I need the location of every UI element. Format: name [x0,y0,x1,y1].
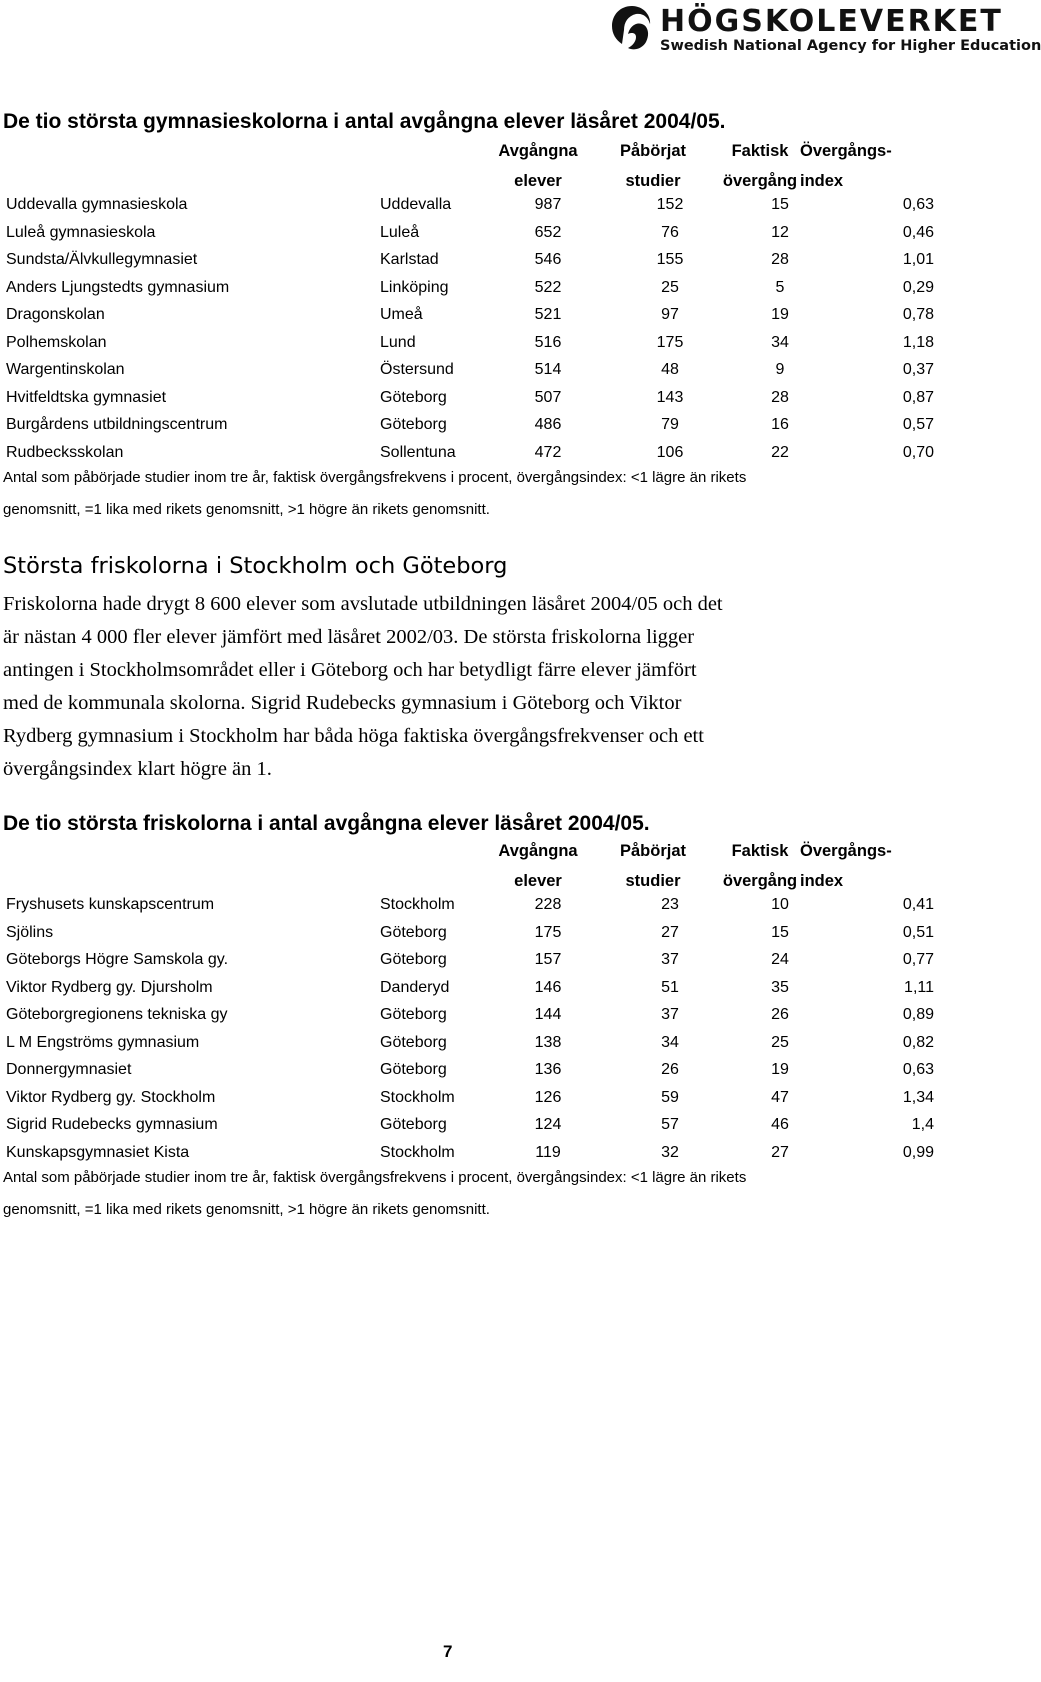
started-cell: 25 [661,278,679,296]
header-transition-2: övergång [722,172,798,190]
started-cell: 79 [661,416,679,433]
index-cell: 0,57 [902,416,934,433]
transition-cell: 15 [771,196,789,213]
index-cell: 1,01 [902,251,934,268]
transition-cell: 15 [771,923,789,941]
started-cell: 155 [656,251,684,268]
table-row [0,334,960,362]
school-cell: Göteborgregionens tekniska gy [6,1006,228,1023]
index-cell: 0,99 [902,1143,934,1161]
city-cell: Göteborg [380,1116,447,1133]
index-cell: 0,37 [902,361,934,378]
graduates-cell: 522 [534,278,562,296]
started-cell: 175 [656,333,684,351]
city-cell: Göteborg [380,923,447,941]
city-cell: Stockholm [380,1088,455,1106]
table-row [0,979,960,1007]
index-cell: 0,77 [902,951,934,968]
school-cell: Polhemskolan [6,333,107,351]
index-cell: 1,4 [911,1116,934,1133]
graduates-cell: 486 [534,416,562,433]
header-started: Påbörjat [619,842,687,860]
header-transition-2: övergång [722,872,798,890]
transition-cell: 19 [771,1061,789,1078]
school-cell: Sigrid Rudebecks gymnasium [6,1116,218,1133]
city-cell: Göteborg [380,388,447,406]
section-heading: Största friskolorna i Stockholm och Göteborg [3,553,508,579]
transition-cell: 35 [771,978,789,996]
table2-note-line2: genomsnitt, =1 lika med rikets genomsnitt, >1 högre än rikets genomsnitt. [3,1201,490,1218]
table-row [0,251,960,279]
school-cell: Luleå gymnasieskola [6,223,156,241]
index-cell: 0,89 [902,1006,934,1023]
table-row [0,924,960,952]
graduates-cell: 146 [534,978,562,996]
school-cell: Wargentinskolan [6,361,125,378]
graduates-cell: 987 [534,196,562,213]
started-cell: 152 [656,196,684,213]
transition-cell: 28 [771,388,789,406]
started-cell: 76 [661,223,679,241]
logo-wordmark: HÖGSKOLEVERKET [660,4,1003,39]
index-cell: 0,87 [902,388,934,406]
transition-cell: 9 [775,361,785,378]
header-index-2: index [800,872,844,890]
graduates-cell: 157 [534,951,562,968]
city-cell: Linköping [380,278,449,296]
table1-note-line2: genomsnitt, =1 lika med rikets genomsnitt, >1 högre än rikets genomsnitt. [3,501,490,518]
table-row [0,896,960,924]
started-cell: 26 [661,1061,679,1078]
table-row [0,361,960,389]
graduates-cell: 126 [534,1088,562,1106]
started-cell: 32 [661,1143,679,1161]
started-cell: 51 [661,978,679,996]
city-cell: Göteborg [380,951,447,968]
school-cell: Göteborgs Högre Samskola gy. [6,951,229,968]
index-cell: 0,51 [902,923,934,941]
header-transition: Faktisk [731,842,789,860]
index-cell: 1,18 [902,333,934,351]
graduates-cell: 507 [534,388,562,406]
started-cell: 37 [661,951,679,968]
index-cell: 0,63 [902,196,934,213]
school-cell: Viktor Rydberg gy. Stockholm [6,1088,216,1106]
started-cell: 97 [661,306,679,323]
school-cell: Anders Ljungstedts gymnasium [6,278,230,296]
transition-cell: 10 [771,896,789,913]
school-cell: Sundsta/Älvkullegymnasiet [6,251,198,268]
school-cell: Donnergymnasiet [6,1061,132,1078]
index-cell: 0,82 [902,1033,934,1051]
table-row [0,196,960,224]
transition-cell: 46 [771,1116,789,1133]
city-cell: Sollentuna [380,443,456,461]
graduates-cell: 516 [534,333,562,351]
header-graduates-2: elever [514,172,562,190]
logo-subtitle: Swedish National Agency for Higher Education [660,38,1041,54]
header-graduates: Avgångna [498,142,578,160]
transition-cell: 16 [771,416,789,433]
school-cell: Kunskapsgymnasiet Kista [6,1143,190,1161]
transition-cell: 34 [771,333,789,351]
started-cell: 57 [661,1116,679,1133]
graduates-cell: 119 [535,1143,561,1161]
table-row [0,1116,960,1144]
paragraph-line: med de kommunala skolorna. Sigrid Rudebecks gymnasium i Göteborg och Viktor [3,692,682,714]
city-cell: Danderyd [380,978,450,996]
city-cell: Göteborg [380,416,447,433]
transition-cell: 28 [771,251,789,268]
graduates-cell: 514 [534,361,562,378]
header-started: Påbörjat [619,142,687,160]
school-cell: Rudbecksskolan [6,443,124,461]
header-graduates: Avgångna [498,842,578,860]
header-index: Övergångs- [800,842,892,860]
table2-title: De tio största friskolorna i antal avgångna elever läsåret 2004/05. [3,812,650,835]
table2-note-line1: Antal som påbörjade studier inom tre år, faktisk övergångsfrekvens i procent, övergångsindex: <1 lägre än rikets [3,1169,747,1186]
city-cell: Stockholm [380,896,455,913]
paragraph-line: Friskolorna hade drygt 8 600 elever som avslutade utbildningen läsåret 2004/05 och det [3,593,723,615]
school-cell: Hvitfeldtska gymnasiet [6,388,167,406]
graduates-cell: 175 [534,923,562,941]
graduates-cell: 546 [534,251,562,268]
table2-note [3,1162,746,1226]
table1-title: De tio största gymnasieskolorna i antal avgångna elever läsåret 2004/05. [3,110,726,133]
transition-cell: 19 [771,306,789,323]
header-started-2: studier [625,872,681,890]
started-cell: 143 [656,388,684,406]
graduates-cell: 144 [534,1006,562,1023]
index-cell: 0,70 [902,443,934,461]
started-cell: 48 [661,361,679,378]
table-row [0,224,960,252]
graduates-cell: 652 [534,223,562,241]
graduates-cell: 521 [534,306,562,323]
index-cell: 0,46 [902,223,934,241]
table-row [0,1061,960,1089]
city-cell: Göteborg [380,1006,447,1023]
index-cell: 0,29 [902,278,934,296]
started-cell: 59 [661,1088,679,1106]
table1-note-line1: Antal som påbörjade studier inom tre år, faktisk övergångsfrekvens i procent, övergångsindex: <1 lägre än rikets [3,469,747,486]
city-cell: Karlstad [380,251,439,268]
city-cell: Stockholm [380,1143,455,1161]
table-row [0,1006,960,1034]
table1-note [3,462,746,526]
started-cell: 27 [661,923,679,941]
table-row [0,279,960,307]
school-cell: Viktor Rydberg gy. Djursholm [6,978,213,996]
table-row [0,416,960,444]
started-cell: 23 [661,896,679,913]
school-cell: Fryshusets kunskapscentrum [6,896,215,913]
index-cell: 0,63 [902,1061,934,1078]
city-cell: Göteborg [380,1061,447,1078]
city-cell: Göteborg [380,1033,447,1051]
graduates-cell: 228 [534,896,562,913]
paragraph-line: antingen i Stockholmsområdet eller i Göteborg och har betydligt färre elever jämfört [3,659,697,681]
city-cell: Lund [380,333,416,351]
transition-cell: 26 [771,1006,789,1023]
header-index-2: index [800,172,844,190]
header-graduates-2: elever [514,872,562,890]
school-cell: Burgårdens utbildningscentrum [6,416,228,433]
section-paragraph [3,588,903,786]
transition-cell: 5 [775,278,785,296]
header-transition: Faktisk [731,142,789,160]
school-cell: L M Engströms gymnasium [6,1033,200,1051]
graduates-cell: 472 [534,443,562,461]
index-cell: 1,34 [902,1088,934,1106]
table-row [0,1034,960,1062]
agency-emblem-icon [610,4,654,52]
transition-cell: 25 [771,1033,789,1051]
city-cell: Umeå [380,306,423,323]
school-cell: Sjölins [6,923,54,941]
graduates-cell: 138 [534,1033,562,1051]
table-row [0,1089,960,1117]
paragraph-line: övergångsindex klart högre än 1. [3,758,272,780]
page-number: 7 [443,1642,453,1661]
table-row [0,389,960,417]
table-row [0,306,960,334]
city-cell: Östersund [380,361,454,378]
school-cell: Dragonskolan [6,306,105,323]
paragraph-line: är nästan 4 000 fler elever jämfört med läsåret 2002/03. De största friskolorna ligger [3,626,695,648]
table-row [0,951,960,979]
index-cell: 1,11 [904,978,934,996]
started-cell: 37 [661,1006,679,1023]
started-cell: 106 [656,443,684,461]
transition-cell: 24 [771,951,789,968]
paragraph-line: Rydberg gymnasium i Stockholm har båda höga faktiska övergångsfrekvenser och ett [3,725,704,747]
transition-cell: 27 [771,1143,789,1161]
graduates-cell: 136 [534,1061,562,1078]
city-cell: Luleå [380,223,420,241]
index-cell: 0,78 [902,306,934,323]
started-cell: 34 [661,1033,679,1051]
school-cell: Uddevalla gymnasieskola [6,196,188,213]
transition-cell: 47 [771,1088,789,1106]
index-cell: 0,41 [902,896,934,913]
graduates-cell: 124 [534,1116,562,1133]
header-started-2: studier [625,172,681,190]
transition-cell: 12 [771,223,789,241]
hogskoleverket-logo [610,4,1041,60]
header-index: Övergångs- [800,142,892,160]
transition-cell: 22 [771,443,789,461]
city-cell: Uddevalla [380,196,452,213]
